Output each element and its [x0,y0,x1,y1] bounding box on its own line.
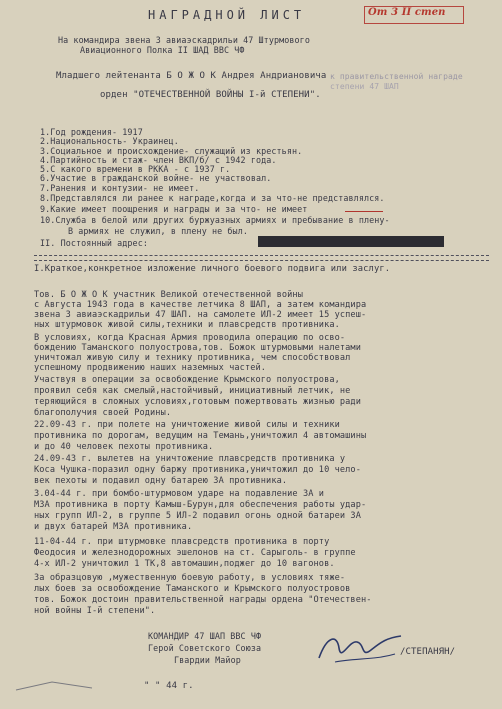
handwritten-signature [315,628,405,668]
body-line: В условиях, когда Красная Армия проводила операцию по осво- [34,333,346,343]
body-line: ных групп ИЛ-2, в группе 5 ИЛ-2 подавил огонь одной батареи ЗА [34,511,361,521]
question-address: II. Постоянный адрес: [40,238,148,248]
body-line: противника по дорогам, ведущим на Темань,уничтожил 4 автомашины [34,431,367,441]
question-nationality: 2.Национальность- Украинец. [40,136,179,146]
body-line: тов. Божок достоин правительственной награды ордена "Отечествен- [34,595,372,605]
body-line: успешному продвижению наших наземных частей. [34,363,267,373]
question-social-origin: 3.Социальное и происхождение- служащий из крестьян. [40,146,303,156]
body-line: 3.04-44 г. при бомбо-штурмовом ударе на подавление ЗА и [34,489,325,499]
body-line: Коса Чушка-поразил одну баржу противника,уничтожил до 10 чело- [34,465,361,475]
signatory-title: КОМАНДИР 47 ШАП ВВС ЧФ [148,631,262,641]
body-line: уничтожал живую силу и технику противника, чем способствовал [34,353,351,363]
body-line: теряющийся в сложных условиях,готовым пожертвовать жизнью ради [34,397,361,407]
signatory-rank: Гвардии Майор [174,655,241,665]
bleed-through-text: степени 47 ШАП [330,82,399,91]
nominee-unit-line: На командира звена 3 авиаэскадрильи 47 Штурмового [58,35,310,45]
body-line: МЗА противника в порту Камыш-Бурун,для обеспечения работы удар- [34,500,367,510]
body-line: век пехоты и подавил одну батарею ЗА противника. [34,476,288,486]
nominee-regiment-line: Авиационного Полка II ШАД ВВС ЧФ [80,45,245,55]
body-line: 22.09-43 г. при полете на уничтожение живой силы и техники [34,420,340,430]
award-order-line: орден "ОТЕЧЕСТВЕННОЙ ВОЙНЫ I-й СТЕПЕНИ". [100,90,321,100]
body-line: с Августа 1943 года в качестве летчика 8 ШАП, а затем командира [34,300,367,310]
body-line: ных штурмовок живой силы,техники и плавсредств противника. [34,320,340,330]
divider-line [34,255,489,256]
signatory-rank-hero: Герой Советского Союза [148,643,262,653]
document-date: " " 44 г. [144,681,194,691]
answer-white-army: В армиях не служил, в плену не был. [68,226,248,236]
body-line: лых боев за освобождение Таманского и Крымского полуостровов [34,584,351,594]
body-line: 4-х ИЛ-2 уничтожил 1 ТК,8 автомашин,поджег до 10 вагонов. [34,559,335,569]
pencil-mark [12,660,122,700]
red-underline [345,211,383,212]
body-line: и до 40 человек пехоты противника. [34,442,214,452]
section-heading: I.Краткое,конкретное изложение личного боевого подвига или заслуг. [34,264,391,274]
question-service-start: 5.С какого времени в РККА - с 1937 г. [40,164,231,174]
body-line: благополучия своей Родины. [34,408,172,418]
question-previous-nomination: 8.Представлялся ли ранее к награде,когда и за что-не представлялся. [40,193,385,203]
body-line: Тов. Б О Ж О К участник Великой отечественной войны [34,290,303,300]
body-line: ной войны I-й степени". [34,606,156,616]
divider-line [34,260,489,261]
red-stamp-text: От 3 II степ [368,7,446,18]
question-awards: 9.Какие имеет поощрения и награды и за что- не имеет [40,204,308,214]
body-line: звена 3 авиаэскадрильи 47 ШАП. на самолете ИЛ-2 имеет 15 успеш- [34,310,367,320]
redaction-bar [258,236,444,247]
question-party: 4.Партийность и стаж- член ВКП/б/ с 1942 года. [40,155,277,165]
body-line: За образцовую ,мужественную боевую работу, в условиях тяже- [34,573,346,583]
signatory-name: /СТЕПАНЯН/ [400,647,456,657]
question-white-army: 10.Служба в белой или других буржуазных армиях и пребывание в плену- [40,215,390,225]
question-civil-war: 6.Участие в гражданской войне- не участвовал. [40,173,272,183]
body-line: Феодосия и железнодорожных эшелонов на ст. Сарыголь- в группе [34,548,356,558]
question-wounds: 7.Ранения и контузии- не имеет. [40,183,200,193]
body-line: и двух батарей МЗА противника. [34,522,193,532]
bleed-through-text: к правительственной награде [330,72,463,81]
body-line: бождению Таманского полуострова,тов. Божок штурмовыми налетами [34,343,361,353]
document-title: НАГРАДНОЙ ЛИСТ [148,8,306,22]
body-line: проявил себя как смелый,настойчивый, инициативный летчик, не [34,386,351,396]
body-line: Участвуя в операции за освобождение Крымского полуострова, [34,375,340,385]
question-birth-year: 1.Год рождения- 1917 [40,127,143,137]
body-line: 11-04-44 г. при штурмовке плавсредств противника в порту [34,537,330,547]
body-line: 24.09-43 г. вылетев на уничтожение плавсредств противника у [34,454,346,464]
nominee-name-line: Младшего лейтенанта Б О Ж О К Андрея Андриановича [56,71,327,81]
